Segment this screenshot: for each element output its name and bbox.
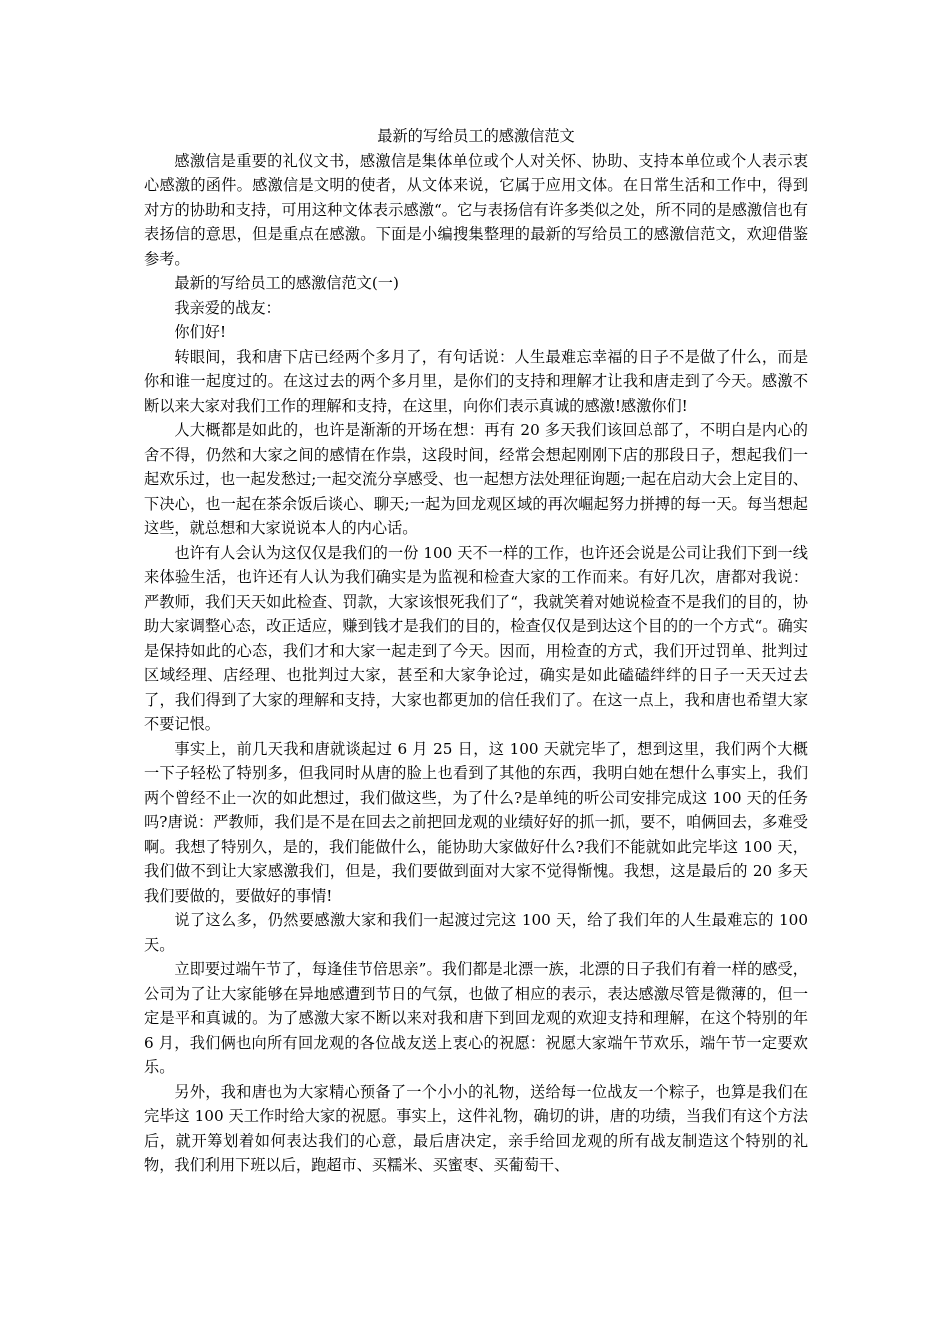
paragraph-body-5: 说了这么多，仍然要感激大家和我们一起渡过完这 100 天，给了我们年的人生最难忘的 100 天。 bbox=[144, 911, 808, 954]
paragraph-body-4: 事实上，前几天我和唐就谈起过 6 月 25 日，这 100 天就完毕了，想到这里，我们两个大概一下子轻松了特别多，但我同时从唐的脸上也看到了其他的东西，我明白她在想什么事实上，我们两个曾经不止一次的如此想过，我们做这些，为了什么?是单纯的听公司安排完成这 100 天的任务吗?唐说：严教师，我们是不是在回去之前把回龙观的业绩好好的抓一抓，要不，咱俩回去，多难受啊。我想了特别久，是的，我们能做什么，能协助大家做好什么?我们不能就如此完毕这 100 天，我们做不到让大家感激我们，但是，我们要做到面对大家不觉得惭愧。我想，这是最后的 20 多天我们要做的，要做好的事情! bbox=[144, 739, 808, 905]
paragraph-greeting: 你们好! bbox=[174, 323, 227, 341]
paragraph-body-6: 立即要过端午节了，每逢佳节倍思亲”。我们都是北漂一族，北漂的日子我们有着一样的感受，公司为了让大家能够在异地感遭到节日的气氛，也做了相应的表示，表达感激尽管是微薄的，但一定是平和真诚的。为了感激大家不断以来对我和唐下到回龙观的欢迎支持和理解，在这个特别的年 6 月，我们俩也向所有回龙观的各位战友送上衷心的祝愿：祝愿大家端午节欢乐，端午节一定要欢乐。 bbox=[144, 960, 808, 1076]
paragraph-body-3: 也许有人会认为这仅仅是我们的一份 100 天不一样的工作，也许还会说是公司让我们下到一线来体验生活，也许还有人认为我们确实是为监视和检查大家的工作而来。有好几次，唐都对我说：严教师，我们天天如此检查、罚款，大家该恨死我们了“，我就笑着对她说检查不是我们的目的，协助大家调整心态，改正适应，赚到钱才是我们的目的，检查仅仅是到达这个目的的一个方式“。确实是保持如此的心态，我们才和大家一起走到了今天。因而，用检查的方式，我们开过罚单、批判过区域经理、店经理、也批判过大家，甚至和大家争论过，确实是如此磕磕绊绊的日子一天天过去了，我们得到了大家的理解和支持，大家也都更加的信任我们了。在这一点上，我和唐也希望大家不要记恨。 bbox=[144, 543, 808, 733]
document-title: 最新的写给员工的感激信范文 bbox=[377, 127, 575, 145]
paragraph-intro: 感激信是重要的礼仪文书，感激信是集体单位或个人对关怀、协助、支持本单位或个人表示衷心感激的函件。感激信是文明的使者，从文体来说，它属于应用文体。在日常生活和工作中，得到对方的协助和支持，可用这种文体表示感激“。它与表扬信有许多类似之处，所不同的是感激信也有表扬信的意思，但是重点在感激。下面是小编搜集整理的最新的写给员工的感激信范文，欢迎借鉴参考。 bbox=[144, 151, 808, 268]
paragraph-subtitle: 最新的写给员工的感激信范文(一) bbox=[174, 274, 399, 292]
document-page bbox=[144, 124, 808, 1178]
paragraph-body-7: 另外，我和唐也为大家精心预备了一个小小的礼物，送给每一位战友一个粽子，也算是我们在完毕这 100 天工作时给大家的祝愿。事实上，这件礼物，确切的讲，唐的功绩，当我们有这个方法后，就开筹划着如何表达我们的心意，最后唐决定，亲手给回龙观的所有战友制造这个特别的礼物，我们利用下班以后，跑超市、买糯米、买蜜枣、买葡萄干、 bbox=[144, 1082, 808, 1174]
paragraph-salutation: 我亲爱的战友： bbox=[174, 298, 281, 317]
paragraph-body-1: 转眼间，我和唐下店已经两个多月了，有句话说：人生最难忘幸福的日子不是做了什么，而是你和谁一起度过的。在这过去的两个多月里，是你们的支持和理解才让我和唐走到了今天。感激不断以来大家对我们工作的理解和支持，在这里，向你们表示真诚的感激!感激你们! bbox=[144, 347, 808, 415]
document-body bbox=[144, 149, 808, 1178]
paragraph-body-2: 人大概都是如此的，也许是渐渐的开场在想：再有 20 多天我们该回总部了，不明白是内心的舍不得，仍然和大家之间的感情在作祟，这段时间，经常会想起刚刚下店的那段日子，想起我们一起欢乐过，也一起发愁过;一起交流分享感受、也一起想方法处理征询题;一起在启动大会上定目的、下决心，也一起在茶余饭后谈心、聊天;一起为回龙观区域的再次崛起努力拼搏的每一天。每当想起这些，就总想和大家说说本人的内心话。 bbox=[144, 421, 808, 537]
